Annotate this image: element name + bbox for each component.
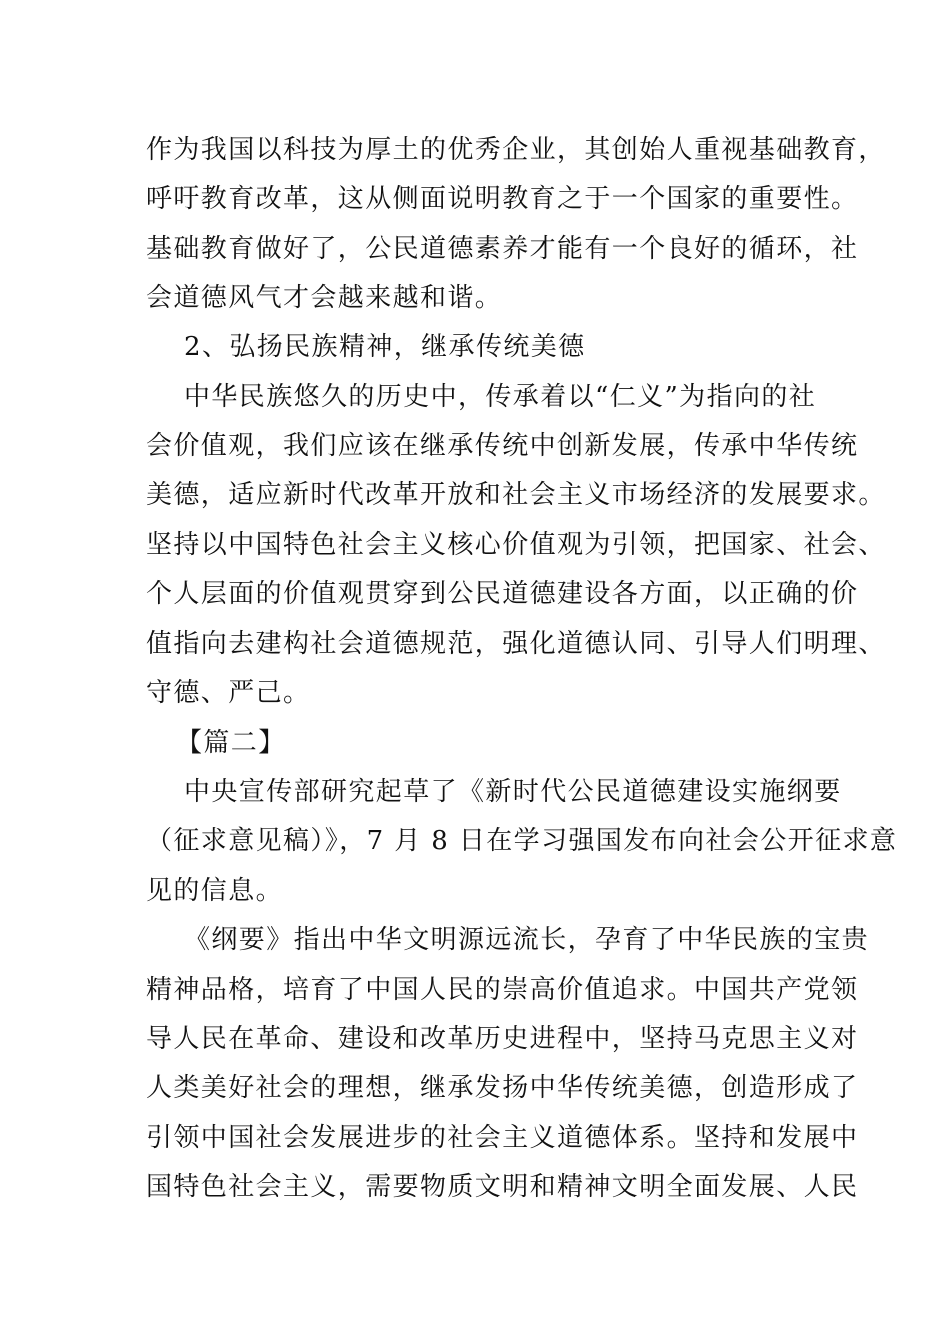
text-line: 作为我国以科技为厚土的优秀企业，其创始人重视基础教育， [146,135,886,165]
text-line: 守德、严己。 [146,678,311,708]
text-line: 《纲要》指出中华文明源远流长，孕育了中华民族的宝贵 [184,925,870,955]
text-line: 精神品格，培育了中国人民的崇高价值追求。中国共产党领 [146,975,859,1005]
text-line: 基础教育做好了，公民道德素养才能有一个良好的循环，社 [146,234,859,264]
text-line: 值指向去建构社会道德规范，强化道德认同、引导人们明理、 [146,629,886,659]
text-line: 国特色社会主义，需要物质文明和精神文明全面发展、人民 [146,1172,859,1202]
text-line: 见的信息。 [146,876,284,906]
text-line: 个人层面的价值观贯穿到公民道德建设各方面，以正确的价 [146,579,859,609]
text-line: 会价值观，我们应该在继承传统中创新发展，传承中华传统 [146,431,859,461]
text-line: （征求意见稿）》，7 月 8 日在学习强国发布向社会公开征求意 [146,826,898,856]
text-line: 中华民族悠久的历史中，传承着以“仁义”为指向的社 [184,382,817,412]
text-line: 导人民在革命、建设和改革历史进程中，坚持马克思主义对 [146,1024,859,1054]
text-line: 人类美好社会的理想，继承发扬中华传统美德，创造形成了 [146,1073,859,1103]
section-heading: 2、弘扬民族精神，继承传统美德 [184,332,586,362]
text-line: 坚持以中国特色社会主义核心价值观为引领，把国家、社会、 [146,530,886,560]
text-line: 呼吁教育改革，这从侧面说明教育之于一个国家的重要性。 [146,184,859,214]
text-line: 美德，适应新时代改革开放和社会主义市场经济的发展要求。 [146,480,886,510]
text-line: 会道德风气才会越来越和谐。 [146,283,503,313]
text-line: 中央宣传部研究起草了《新时代公民道德建设实施纲要 [184,777,842,807]
text-line: 引领中国社会发展进步的社会主义道德体系。坚持和发展中 [146,1123,859,1153]
part-heading: 【篇二】 [176,728,286,758]
